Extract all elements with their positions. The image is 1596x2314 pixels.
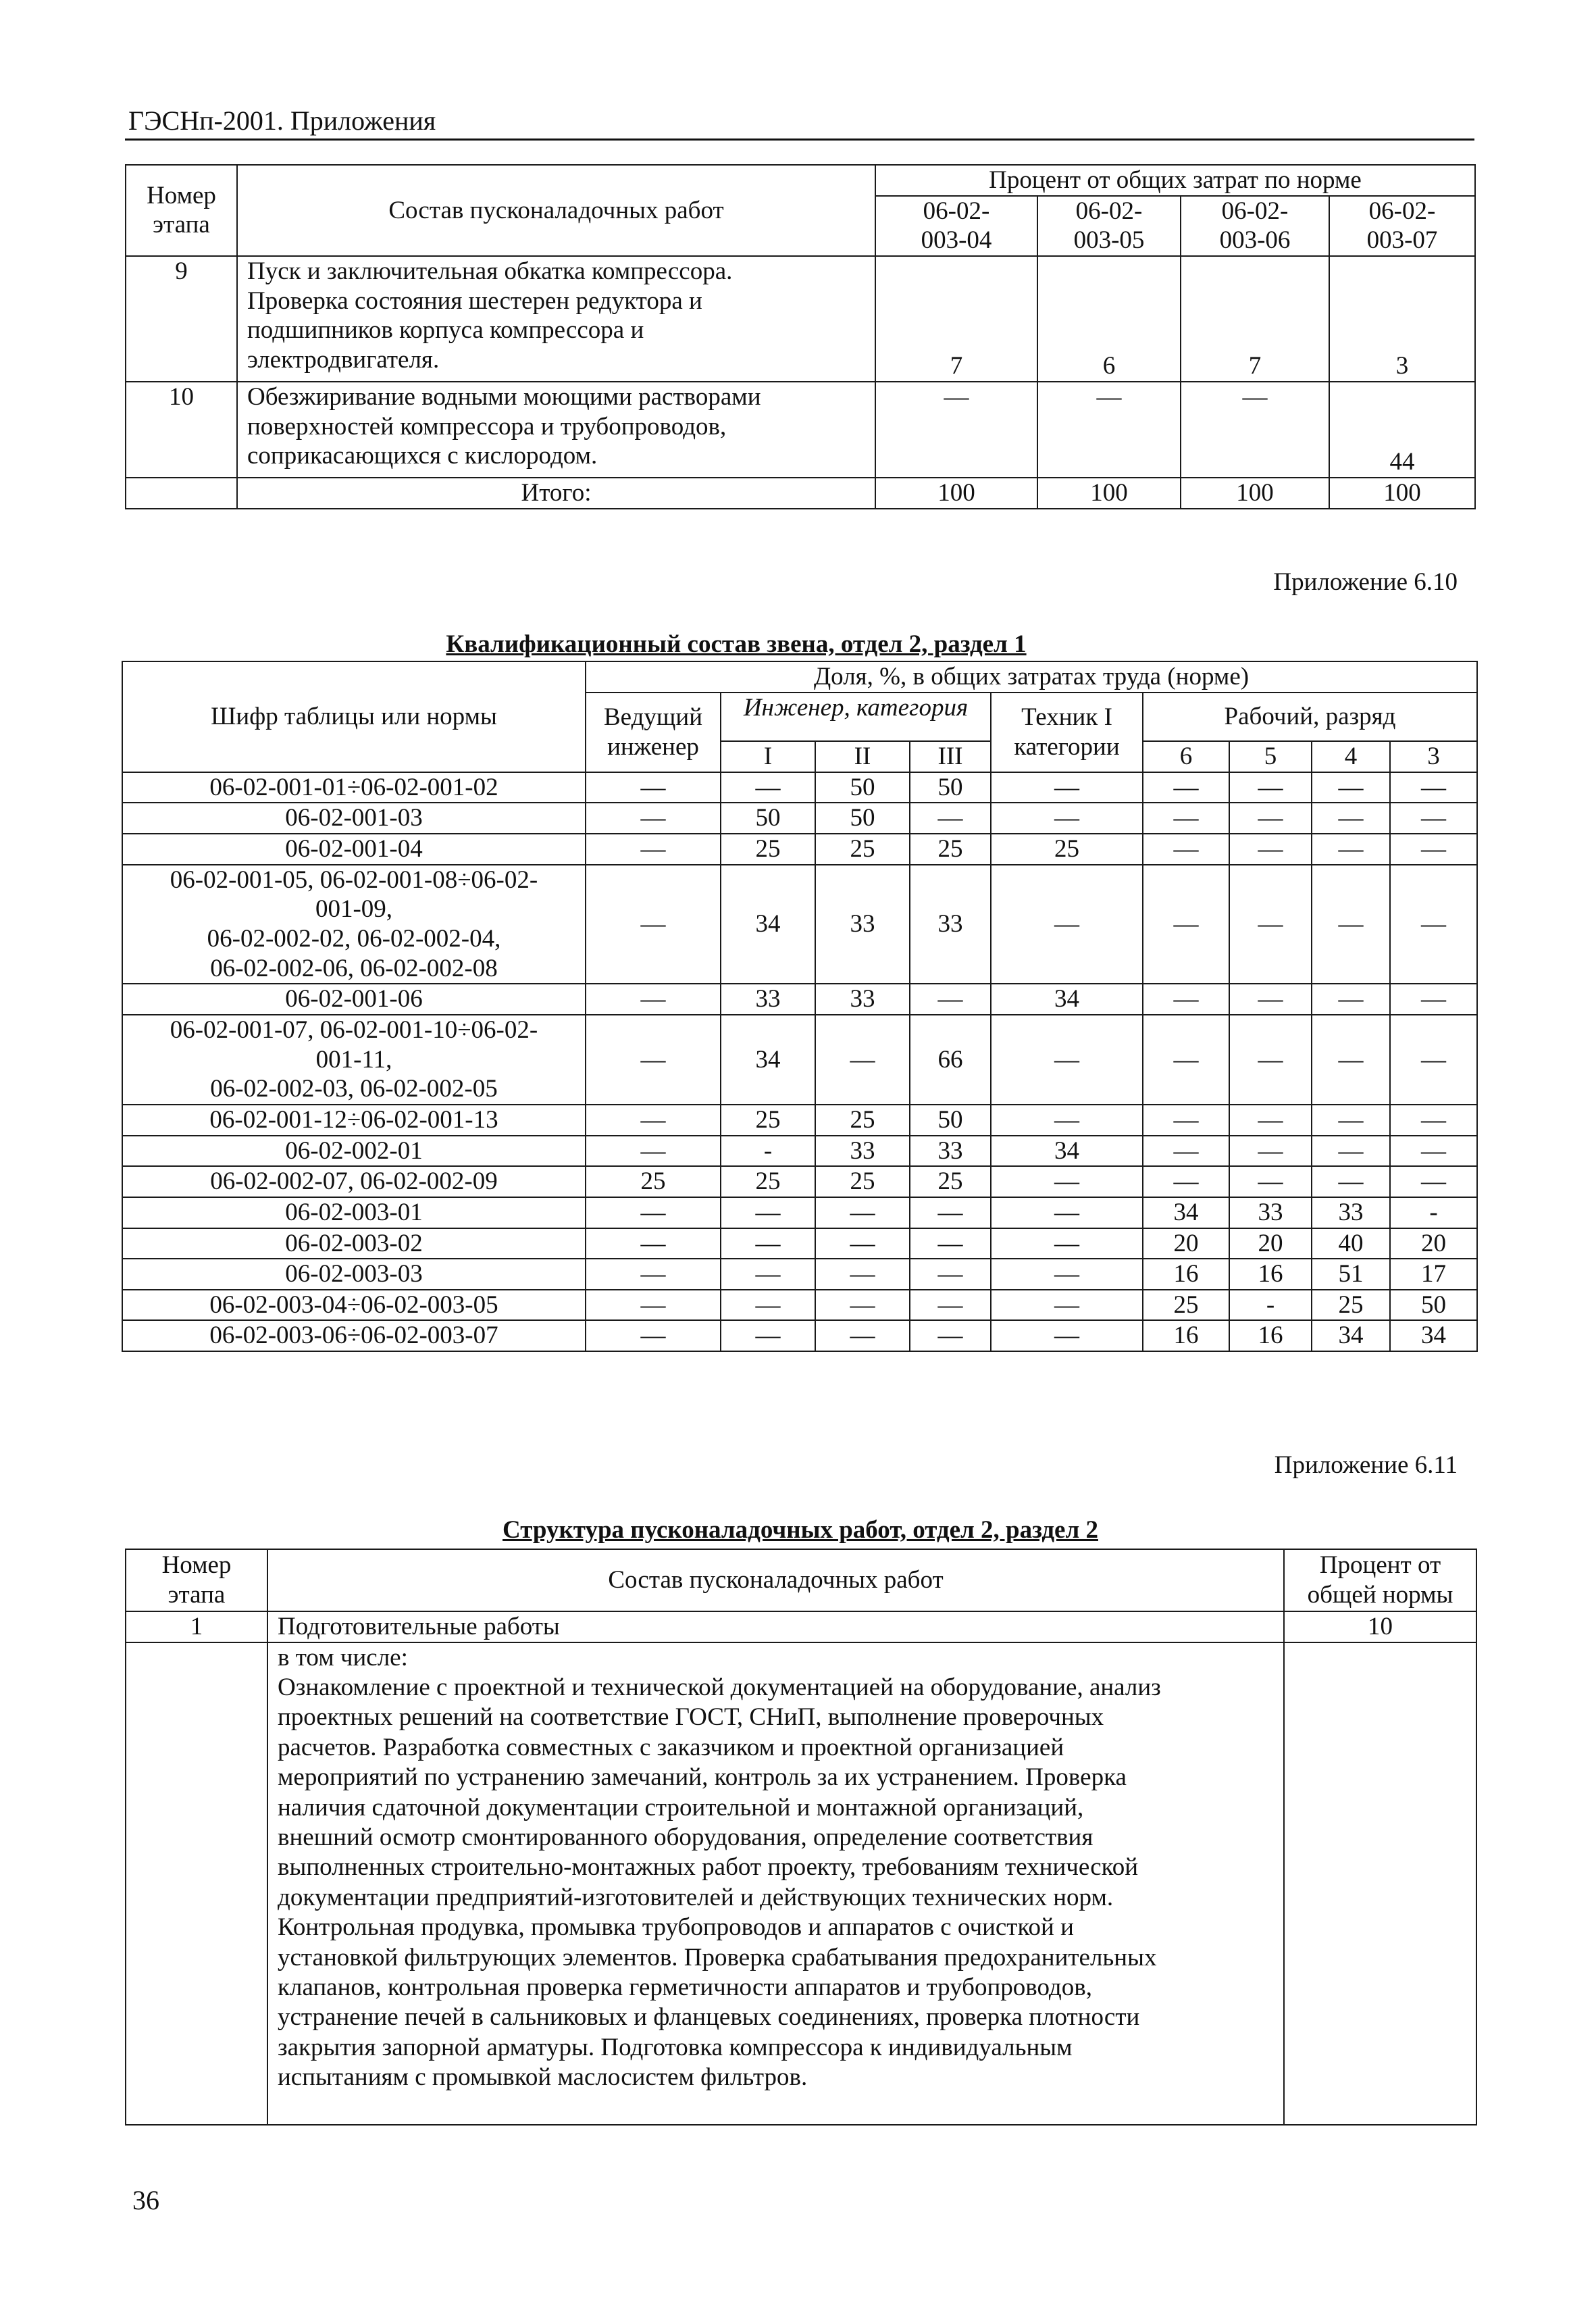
share-value: 25 — [910, 1166, 991, 1197]
stage-description: Обезжиривание водными моющими растворами поверхностей компрессора и трубопроводов, соприкасающихся с кислородом. — [237, 382, 875, 478]
share-value: — — [815, 1228, 910, 1259]
share-value: 33 — [721, 984, 815, 1015]
empty-cell — [126, 478, 237, 509]
running-header: ГЭСНп-2001. Приложения — [128, 105, 436, 136]
share-value: 34 — [721, 865, 815, 984]
share-value: — — [721, 1259, 815, 1290]
share-value: — — [815, 1197, 910, 1228]
share-value: 33 — [1312, 1197, 1390, 1228]
share-value: — — [586, 1228, 721, 1259]
total-label: Итого: — [237, 478, 875, 509]
share-value: — — [1312, 865, 1390, 984]
col-work-header: Состав пусконаладочных работ — [237, 165, 875, 256]
share-value: — — [991, 1166, 1143, 1197]
percent-value: 7 — [1181, 256, 1329, 382]
percent-value: 6 — [1037, 256, 1181, 382]
share-value: 34 — [1143, 1197, 1229, 1228]
norm-code: 06-02-003-02 — [122, 1228, 586, 1259]
share-value: 50 — [815, 772, 910, 803]
share-value: — — [1143, 1136, 1229, 1167]
share-value: 25 — [815, 1166, 910, 1197]
norm-code: 06-02-003-04÷06-02-003-05 — [122, 1290, 586, 1321]
share-value: — — [1312, 1015, 1390, 1105]
page-number: 36 — [132, 2185, 159, 2215]
share-value: — — [586, 1015, 721, 1105]
norm-header: 06-02- 003-07 — [1329, 196, 1475, 256]
share-value: 25 — [586, 1166, 721, 1197]
share-value: 33 — [1229, 1197, 1312, 1228]
share-value: 16 — [1143, 1320, 1229, 1351]
stage-description: Подготовительные работы — [267, 1611, 1284, 1642]
share-value: — — [1390, 1105, 1477, 1136]
percent-dash: — — [1037, 382, 1181, 478]
share-value: — — [910, 1320, 991, 1351]
share-value: — — [991, 1105, 1143, 1136]
share-value: 34 — [991, 984, 1143, 1015]
table-title: Квалификационный состав звена, отдел 2, раздел 1 — [446, 630, 1027, 658]
share-value: — — [815, 1015, 910, 1105]
appendix-label: Приложение 6.11 — [1274, 1451, 1458, 1479]
share-value: — — [991, 1259, 1143, 1290]
share-value: 66 — [910, 1015, 991, 1105]
share-value: — — [1390, 772, 1477, 803]
share-value: — — [721, 772, 815, 803]
col-stage-header: Номер этапа — [126, 165, 237, 256]
share-value: 33 — [910, 865, 991, 984]
share-value: — — [991, 865, 1143, 984]
share-header: Доля, %, в общих затратах труда (норме) — [586, 661, 1477, 693]
share-value: — — [991, 772, 1143, 803]
share-value: — — [721, 1197, 815, 1228]
norm-code: 06-02-001-04 — [122, 834, 586, 865]
share-value: — — [1143, 803, 1229, 834]
share-value: — — [586, 1197, 721, 1228]
share-value: — — [1390, 803, 1477, 834]
share-value: 25 — [910, 834, 991, 865]
share-value: — — [1143, 834, 1229, 865]
share-value: 33 — [815, 984, 910, 1015]
share-value: — — [1390, 1015, 1477, 1105]
share-value: — — [1312, 772, 1390, 803]
share-value: — — [721, 1290, 815, 1321]
share-value: — — [1143, 1166, 1229, 1197]
percent-dash: — — [1181, 382, 1329, 478]
col-percent-header: Процент от общих затрат по норме — [875, 165, 1475, 196]
norm-code: 06-02-003-01 — [122, 1197, 586, 1228]
total-value: 100 — [875, 478, 1037, 509]
table-row — [122, 1259, 1477, 1290]
share-value: — — [910, 1197, 991, 1228]
share-value: — — [586, 1259, 721, 1290]
col-percent-header: Процент от общей нормы — [1284, 1549, 1476, 1611]
share-value: 17 — [1390, 1259, 1477, 1290]
share-value: — — [1390, 834, 1477, 865]
share-value: 20 — [1143, 1228, 1229, 1259]
norm-header: 06-02- 003-05 — [1037, 196, 1181, 256]
total-value: 100 — [1037, 478, 1181, 509]
share-value: 16 — [1143, 1259, 1229, 1290]
share-value: — — [1229, 1166, 1312, 1197]
norm-code: 06-02-001-05, 06-02-001-08÷06-02- 001-09, 06-02-002-02, 06-02-002-04, 06-02-002-06, 06-02-002-08 — [122, 865, 586, 984]
share-value: 25 — [721, 834, 815, 865]
share-value: 16 — [1229, 1259, 1312, 1290]
table-row — [122, 1105, 1477, 1136]
share-value: — — [1390, 1136, 1477, 1167]
worker-grade-header: Рабочий, разряд — [1143, 693, 1477, 741]
share-value: 25 — [815, 1105, 910, 1136]
share-value: 25 — [1312, 1290, 1390, 1321]
table-row — [122, 1197, 1477, 1228]
share-value: — — [1390, 984, 1477, 1015]
share-value: — — [586, 772, 721, 803]
worker-grade: 6 — [1143, 741, 1229, 772]
share-value: — — [991, 803, 1143, 834]
share-value: 25 — [1143, 1290, 1229, 1321]
share-value: 20 — [1229, 1228, 1312, 1259]
norm-code: 06-02-003-06÷06-02-003-07 — [122, 1320, 586, 1351]
share-value: — — [1143, 772, 1229, 803]
norm-code: 06-02-001-03 — [122, 803, 586, 834]
stage-number: 1 — [126, 1611, 267, 1642]
share-value: 50 — [815, 803, 910, 834]
share-value: 50 — [910, 1105, 991, 1136]
share-value: — — [1143, 1105, 1229, 1136]
share-value: — — [1143, 1015, 1229, 1105]
share-value: — — [1229, 834, 1312, 865]
table-row — [122, 984, 1477, 1015]
share-value: — — [1312, 1136, 1390, 1167]
table-row — [122, 865, 1477, 984]
share-value: — — [1312, 984, 1390, 1015]
share-value: — — [1229, 984, 1312, 1015]
table-row — [122, 1228, 1477, 1259]
works-structure-table — [125, 1549, 1477, 2126]
table-row — [122, 803, 1477, 834]
empty-cell — [1284, 1642, 1476, 2125]
share-value: — — [1390, 865, 1477, 984]
empty-cell — [126, 1642, 267, 2125]
share-value: — — [586, 865, 721, 984]
table-row — [122, 1015, 1477, 1105]
percent-dash: — — [875, 382, 1037, 478]
table-title: Структура пусконаладочных работ, отдел 2, раздел 2 — [503, 1516, 1098, 1544]
share-value: — — [910, 803, 991, 834]
share-value: — — [910, 1290, 991, 1321]
share-value: — — [910, 1228, 991, 1259]
share-value: — — [910, 984, 991, 1015]
share-value: 51 — [1312, 1259, 1390, 1290]
share-value: 33 — [815, 1136, 910, 1167]
share-value: 40 — [1312, 1228, 1390, 1259]
share-value: — — [910, 1259, 991, 1290]
share-value: — — [586, 803, 721, 834]
share-value: — — [991, 1320, 1143, 1351]
share-value: — — [815, 1290, 910, 1321]
table-row — [122, 772, 1477, 803]
share-value: — — [991, 1197, 1143, 1228]
qualification-table — [122, 661, 1478, 1352]
engineer-cat: III — [910, 741, 991, 772]
share-value: — — [1143, 865, 1229, 984]
share-value: — — [1229, 803, 1312, 834]
share-value: — — [1229, 772, 1312, 803]
worker-grade: 5 — [1229, 741, 1312, 772]
norm-code: 06-02-002-01 — [122, 1136, 586, 1167]
col-work-header: Состав пусконаладочных работ — [267, 1549, 1284, 1611]
percent-value: 10 — [1284, 1611, 1476, 1642]
share-value: — — [1229, 1015, 1312, 1105]
percent-value: 3 — [1329, 256, 1475, 382]
share-value: 50 — [1390, 1290, 1477, 1321]
share-value: — — [586, 1290, 721, 1321]
norm-code: 06-02-001-12÷06-02-001-13 — [122, 1105, 586, 1136]
norm-code: 06-02-001-06 — [122, 984, 586, 1015]
norm-code: 06-02-001-01÷06-02-001-02 — [122, 772, 586, 803]
share-value: 34 — [1390, 1320, 1477, 1351]
norm-header: 06-02- 003-04 — [875, 196, 1037, 256]
share-value: — — [1229, 1136, 1312, 1167]
share-value: 16 — [1229, 1320, 1312, 1351]
share-value: 50 — [910, 772, 991, 803]
share-value: — — [1312, 1105, 1390, 1136]
share-value: — — [991, 1015, 1143, 1105]
share-value: — — [586, 1105, 721, 1136]
share-value: 33 — [815, 865, 910, 984]
share-value: — — [586, 984, 721, 1015]
table-row — [122, 1290, 1477, 1321]
share-value: — — [991, 1290, 1143, 1321]
worker-grade: 3 — [1390, 741, 1477, 772]
col-stage-header: Номер этапа — [126, 1549, 267, 1611]
header-rule — [125, 139, 1474, 141]
engineer-cat: I — [721, 741, 815, 772]
total-value: 100 — [1329, 478, 1475, 509]
share-value: — — [1312, 834, 1390, 865]
share-value: 25 — [721, 1105, 815, 1136]
share-value: — — [586, 1136, 721, 1167]
percent-value: 7 — [875, 256, 1037, 382]
works-structure-table-continued — [125, 164, 1476, 509]
share-value: — — [586, 834, 721, 865]
share-value: — — [721, 1320, 815, 1351]
norm-header: 06-02- 003-06 — [1181, 196, 1329, 256]
share-value: 33 — [910, 1136, 991, 1167]
share-value: — — [1229, 1105, 1312, 1136]
share-value: - — [1229, 1290, 1312, 1321]
norm-code: 06-02-003-03 — [122, 1259, 586, 1290]
share-value: 34 — [1312, 1320, 1390, 1351]
appendix-label: Приложение 6.10 — [1273, 568, 1458, 596]
share-value: - — [721, 1136, 815, 1167]
share-value: — — [1390, 1166, 1477, 1197]
engineer-category-header: Инженер, категория — [721, 693, 991, 741]
table-row — [122, 1136, 1477, 1167]
share-value: - — [1390, 1197, 1477, 1228]
share-value: 34 — [991, 1136, 1143, 1167]
share-value: 25 — [991, 834, 1143, 865]
share-value: — — [1143, 984, 1229, 1015]
technician-header: Техник I категории — [991, 693, 1143, 772]
share-value: — — [991, 1228, 1143, 1259]
share-value: 25 — [721, 1166, 815, 1197]
share-value: — — [1312, 1166, 1390, 1197]
norm-code: 06-02-001-07, 06-02-001-10÷06-02- 001-11, 06-02-002-03, 06-02-002-05 — [122, 1015, 586, 1105]
worker-grade: 4 — [1312, 741, 1390, 772]
code-header: Шифр таблицы или нормы — [122, 661, 586, 772]
engineer-cat: II — [815, 741, 910, 772]
share-value: — — [721, 1228, 815, 1259]
total-value: 100 — [1181, 478, 1329, 509]
table-row — [122, 1320, 1477, 1351]
share-value: 34 — [721, 1015, 815, 1105]
share-value: — — [815, 1320, 910, 1351]
lead-engineer-header: Ведущий инженер — [586, 693, 721, 772]
share-value: 20 — [1390, 1228, 1477, 1259]
share-value: — — [1312, 803, 1390, 834]
stage-number: 10 — [126, 382, 237, 478]
table-row — [122, 1166, 1477, 1197]
stage-number: 9 — [126, 256, 237, 382]
stage-details: в том числе: Ознакомление с проектной и технической документацией на оборудование, анализ проектных решений на соответствие ГОСТ, СНиП, выполнение проверочных расчетов. Разработка совместных с заказчиком и проектной организацией мероприятий по устранению замечаний, контроль за их устранением. Проверка наличия сдаточной документации строительной и монтажной организаций, внешний осмотр смонтированного оборудования, определение соответствия выполненных строительно-монтажных работ проекту, требованиям технической документации предприятий-изготовителей и действующих технических норм. Контрольная продувка, промывка трубопроводов и аппаратов с очисткой и установкой фильтрующих элементов. Проверка срабатывания предохранительных клапанов, контрольная проверка герметичности аппаратов и трубопроводов, устранение печей в сальниковых и фланцевых соединениях, проверка плотности закрытия запорной арматуры. Подготовка компрессора к индивидуальным испытаниям с промывкой маслосистем фильтров. — [267, 1642, 1284, 2125]
share-value: 25 — [815, 834, 910, 865]
stage-description: Пуск и заключительная обкатка компрессора. Проверка состояния шестерен редуктора и подшипников корпуса компрессора и электродвигателя. — [237, 256, 875, 382]
share-value: 50 — [721, 803, 815, 834]
percent-value: 44 — [1329, 382, 1475, 478]
share-value: — — [586, 1320, 721, 1351]
share-value: — — [1229, 865, 1312, 984]
table-row — [122, 834, 1477, 865]
share-value: — — [815, 1259, 910, 1290]
norm-code: 06-02-002-07, 06-02-002-09 — [122, 1166, 586, 1197]
